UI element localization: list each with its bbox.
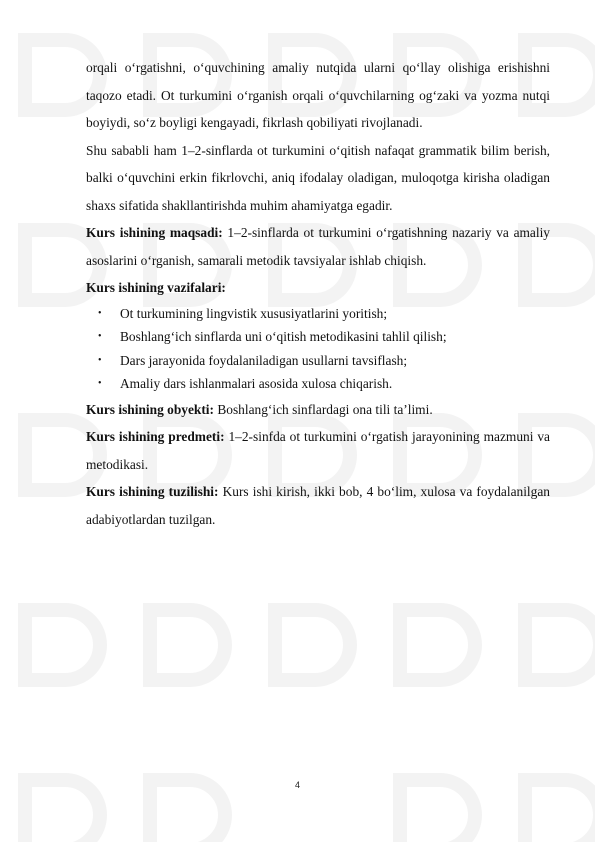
list-item [86, 302, 550, 326]
intro-paragraph: orqali o‘rgatishni, o‘quvchining amaliy nutqida ularni qo‘llay olishiga erishishni taqozo etadi. Ot turkumini o‘rganish orqali o‘quvchilarning og‘zaki va yozma nutqi boyiydi, so‘z boyligi kengayadi, fikrlash qobiliyati rivojlanadi. [86, 60, 550, 130]
goal-text: 1–2-sinflarda ot turkumini o‘rgatishning nazariy va amaliy asoslarini o‘rganish, samarali metodik tavsiyalar ishlab chiqish. [86, 225, 551, 268]
importance-paragraph: Shu sababli ham 1–2-sinflarda ot turkumini o‘qitish nafaqat grammatik bilim berish, balki o‘quvchini erkin fikrlovchi, aniq ifodalay oladigan, muloqotga kirisha oladigan shaxs sifatida shakllantirishda muhim ahamiyatga egadir. [86, 142, 550, 213]
bullet-icon: • [98, 354, 102, 366]
tasks-heading: Kurs ishining vazifalari: [86, 280, 226, 295]
watermark-logo-mark [25, 610, 100, 680]
page-number: 4 [294, 780, 300, 790]
goal-label: Kurs ishining maqsadi: [86, 225, 223, 240]
list-item [86, 372, 550, 396]
watermark-logo-mark [400, 610, 475, 680]
list-item-text: Dars jarayonida foydalaniladigan usullarni tavsiflash; [120, 352, 408, 368]
structure-text: Kurs ishi kirish, ikki bob, 4 bo‘lim, xulosa va foydalanilgan adabiyotlardan tuzilgan. [86, 484, 550, 527]
subject-text: 1–2-sinfda ot turkumini o‘rgatish jarayonining mazmuni va metodikasi. [86, 429, 550, 472]
list-item-text: Boshlang‘ich sinflarda uni o‘qitish metodikasini tahlil qilish; [120, 329, 447, 345]
object-text: Boshlang‘ich sinflardagi ona tili ta’limi. [214, 401, 433, 417]
object-label: Kurs ishining obyekti: [86, 401, 214, 417]
bullet-icon: • [98, 331, 102, 343]
bullet-icon: • [98, 378, 102, 390]
list-item-text: Amaliy dars ishlanmalari asosida xulosa chiqarish. [120, 376, 393, 392]
list-item [86, 325, 550, 349]
subject-label: Kurs ishining predmeti: [86, 429, 225, 445]
tasks-list [86, 302, 550, 396]
goal-paragraph [86, 219, 550, 274]
structure-paragraph [86, 478, 550, 533]
document-body [86, 54, 550, 533]
list-item-text: Ot turkumining lingvistik xususiyatlarini yoritish; [120, 305, 388, 321]
subject-paragraph [86, 423, 550, 478]
object-paragraph [86, 396, 550, 424]
watermark-logo-mark [275, 610, 350, 680]
bullet-icon: • [98, 307, 102, 319]
structure-label: Kurs ishining tuzilishi: [86, 484, 219, 500]
watermark-logo-mark [525, 610, 595, 680]
watermark-logo-mark [150, 610, 225, 680]
list-item [86, 349, 550, 373]
